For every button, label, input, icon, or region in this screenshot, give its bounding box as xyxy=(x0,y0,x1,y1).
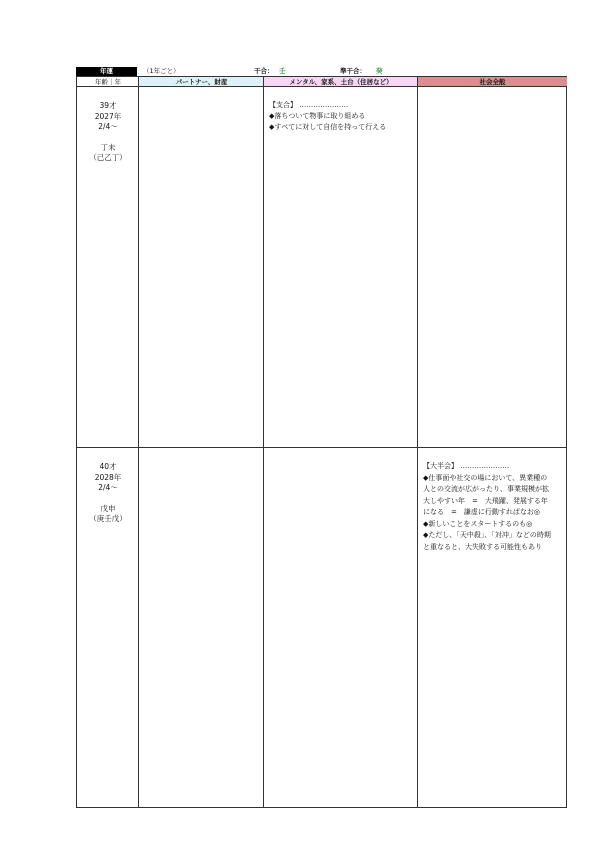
start-date: 2/4～ xyxy=(98,483,118,492)
title-row xyxy=(76,67,567,75)
mental-note xyxy=(269,100,386,133)
junkango-label: 準干合： xyxy=(340,67,366,75)
note-line: と重なると、大失敗する可能性もあり xyxy=(423,542,542,551)
note-heading: 【支合】 ………………… xyxy=(269,101,349,109)
note-line: 人との交流が広がったり、事業規模が拡 xyxy=(423,485,549,493)
note-heading: 【大半会】 ………………… xyxy=(423,462,510,470)
kango-value: 壬 xyxy=(279,67,286,75)
column-divider xyxy=(417,77,418,807)
start-date: 2/4～ xyxy=(98,122,118,131)
note-line: ◆新しいことをスタートするのも◎ xyxy=(423,519,533,528)
junkango-value: 癸 xyxy=(376,67,383,75)
age: 40才 xyxy=(99,462,117,471)
year: 2028年 xyxy=(94,472,122,482)
kango-label: 干合： xyxy=(254,67,274,75)
row-divider xyxy=(77,447,566,448)
title-label: 年運 xyxy=(76,67,137,76)
column-header-partner: パートナー、財産 xyxy=(139,77,264,87)
list-item: ◆落ちついて物事に取り組める xyxy=(269,112,366,120)
column-divider xyxy=(263,77,264,807)
kanshi: 丁未 xyxy=(100,142,116,152)
note-line: 大しやすい年 = 大飛躍、発展する年 xyxy=(423,496,548,505)
table-row-age-cell xyxy=(77,101,139,164)
kanshi: 戊申 xyxy=(100,503,116,513)
note-line: ◆ただし、「天中殺」、「対冲」などの時期 xyxy=(423,531,551,539)
society-note xyxy=(423,461,566,553)
zoukan: （庚壬戊） xyxy=(89,514,127,523)
table-row-age-cell xyxy=(77,462,139,525)
column-header-mental: メンタル、家系、土台（住居など） xyxy=(264,77,418,87)
year: 2027年 xyxy=(94,111,122,121)
age: 39才 xyxy=(99,101,117,110)
note-line: ◆仕事面や社交の場において、異業種の xyxy=(423,473,548,482)
note-line: になる = 謙虚に行動すればなお◎ xyxy=(423,508,540,516)
column-header-society: 社会全般 xyxy=(418,77,567,87)
column-header-age-year: 年齢｜年 xyxy=(77,77,139,87)
title-note: （1年ごと） xyxy=(143,67,180,75)
fortune-table xyxy=(76,76,567,808)
column-divider xyxy=(138,77,139,807)
list-item: ◆すべてに対して自信を持って行える xyxy=(269,123,387,131)
zoukan: （己乙丁） xyxy=(89,153,127,162)
